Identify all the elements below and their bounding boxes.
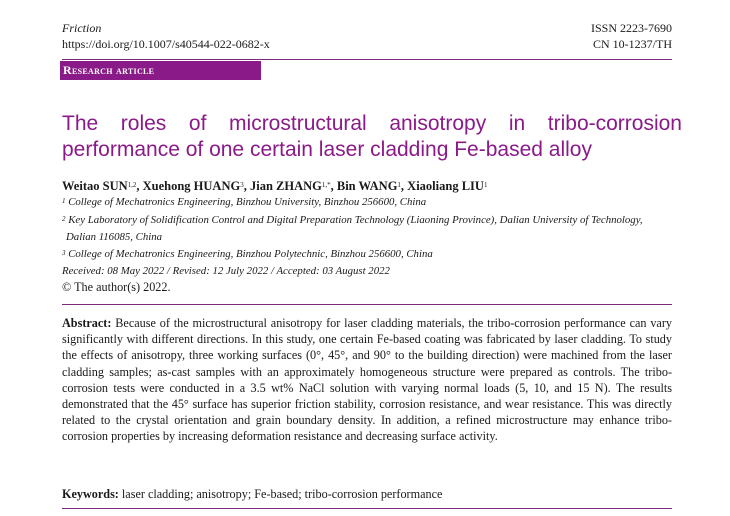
keywords [62, 486, 442, 502]
affiliation [62, 213, 643, 227]
article-dates: Received: 08 May 2022 / Revised: 12 July 2022 / Accepted: 03 August 2022 [62, 265, 390, 277]
keywords-bottom-divider [62, 508, 672, 509]
affiliation-text: Key Laboratory of Solidification Control and Digital Preparation Technology (Liaoning Province), Dalian University of Technology, [68, 214, 643, 226]
author-name: Jian ZHANG [249, 179, 322, 193]
author-affil-mark: 1,* [321, 181, 331, 189]
abstract [62, 315, 672, 445]
cn-number: CN 10-1237/TH [593, 37, 672, 51]
abstract-label: Abstract: [62, 316, 112, 330]
author-affil-mark: 1 [483, 181, 488, 189]
affiliation-number: 2 [62, 215, 66, 223]
author-affil-mark: 1,2 [127, 181, 137, 189]
keywords-text: laser cladding; anisotropy; Fe-based; tribo-corrosion performance [121, 487, 443, 501]
copyright-notice: © The author(s) 2022. [62, 280, 171, 294]
affiliation-text: College of Mechatronics Engineering, Binzhou University, Binzhou 256600, China [68, 196, 427, 208]
author-name: Xiaoliang LIU [407, 179, 484, 193]
author-name: Bin WANG [336, 179, 398, 193]
issn: ISSN 2223-7690 [590, 21, 672, 35]
article-title: The roles of microstructural anisotropy in tribo-corrosion performance of one certain laser cladding Fe-based alloy [62, 112, 682, 161]
affiliation-number: 3 [62, 249, 66, 257]
abstract-top-divider [62, 304, 672, 305]
author-list: Weitao SUN$^{1,2}$, Xuehong HUANG$^3$, Jian $ZHANG^{1,*}$, Bin WANG$^1$, Xiaoliang LIU$^1$ [62, 179, 488, 193]
affiliation-text: College of Mechatronics Engineering, Binzhou Polytechnic, Binzhou 256600, China [68, 248, 433, 260]
affiliation [62, 195, 426, 209]
abstract-text: Because of the microstructural anisotropy for laser cladding materials, the tribo-corrosion performance can vary significantly with different directions. In this study, one certain Fe-based coating was fabricated by laser cladding. To study the effects of anisotropy, three working surfaces (0°, 45°, and 90° to the building direction) were machined from the laser cladding samples; as-cast samples with an approximately homogeneous structure were prepared as controls. The tribo-corrosion tests were conducted in a 3.5 wt% NaCl solution with varying normal loads (5, 10, and 15 N). The results demonstrated that the 45° surface has superior friction stability, corrosion resistance, and wear resistance. This was directly related to the crystal orientation and grain boundary density. In addition, a refined microstructure may enhance tribo-corrosion properties by increasing deformation resistance and decreasing surface activity. [62, 316, 672, 444]
affiliation-continued: Dalian 116085, China [66, 231, 163, 243]
author-affil-mark: 1 [397, 181, 401, 189]
affiliation [62, 247, 433, 261]
article-type-badge: Research article [60, 61, 261, 80]
author-name: Weitao SUN [62, 179, 128, 193]
journal-name: Friction [62, 21, 102, 35]
doi-link[interactable]: https://doi.org/10.1007/s40544-022-0682-x [62, 37, 270, 51]
affiliation-number: 1 [62, 197, 66, 205]
header-divider [62, 59, 672, 60]
keywords-label: Keywords: [62, 487, 119, 501]
author-affil-mark: 3 [240, 181, 244, 189]
author-name: Xuehong HUANG [142, 179, 241, 193]
